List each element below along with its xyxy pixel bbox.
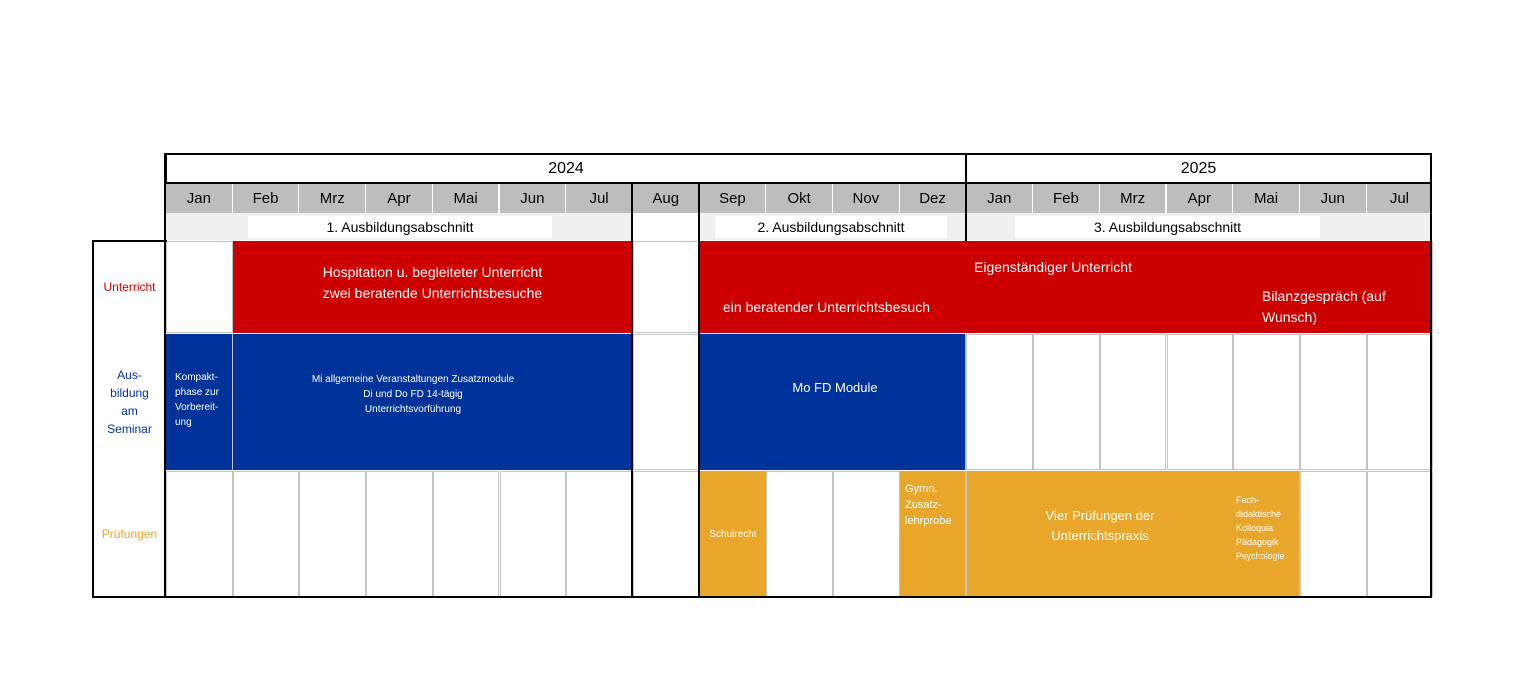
zusatzlehrprobe-block: [900, 471, 965, 597]
row-label-ausbildung: [94, 334, 165, 470]
row-label-ausbildung-line: am: [121, 404, 138, 418]
grid-cell: [299, 471, 366, 597]
grid-cell: [500, 471, 567, 597]
month-header: Jul: [566, 184, 633, 213]
grid-cell: [366, 471, 433, 597]
kolloquia-line: didaktische: [1236, 509, 1282, 519]
seminar-main-text: [233, 372, 593, 417]
month-header: Jun: [500, 184, 567, 213]
month-header: Aug: [633, 184, 700, 213]
month-header: Apr: [1167, 184, 1234, 213]
grid-cell: [433, 471, 500, 597]
month-header: Feb: [1033, 184, 1100, 213]
month-header: Mai: [433, 184, 500, 213]
phase-label-3: 3. Ausbildungsabschnitt: [1015, 216, 1320, 238]
grid-cell: [166, 471, 233, 597]
grid-cell: [966, 334, 1033, 470]
grid-cell: [1300, 471, 1367, 597]
phase-label-1: 1. Ausbildungsabschnitt: [248, 216, 552, 238]
grid-cell: [1300, 334, 1367, 470]
zusatzlehrprobe-text: [905, 481, 951, 529]
grid-cell: [633, 334, 700, 470]
grid-cell: [1100, 334, 1167, 470]
kolloquia-line: Psychologie: [1236, 551, 1285, 561]
month-header: Jun: [1300, 184, 1367, 213]
vier-pruefungen-block: [967, 471, 1233, 597]
row-label-pruefungen: Prüfungen: [101, 527, 158, 541]
border-left: [92, 240, 94, 598]
kompaktphase-line: Kompakt-: [175, 372, 218, 383]
grid-cell: [633, 241, 700, 333]
bilanzgespraech-line: Bilanzgespräch (auf: [1262, 288, 1386, 304]
grid-cell: [633, 471, 700, 597]
row-label-unterricht: Unterricht: [103, 280, 156, 294]
kolloquia-block: [1233, 471, 1299, 597]
seminar-main-line: Mi allgemeine Veranstaltungen Zusatzmodule: [311, 374, 515, 385]
grid-cell: [166, 241, 233, 333]
row-label-ausbildung-line: bildung: [110, 386, 149, 400]
hospitation-line: zwei beratende Unterrichtsbesuche: [322, 285, 543, 301]
bilanzgespraech-label: [1262, 286, 1432, 328]
divider-jul-aug: [631, 184, 633, 598]
divider-year: [965, 153, 967, 241]
seminar-main-line: Di und Do FD 14-tägig: [363, 389, 463, 400]
beratender-besuch-label: ein beratender Unterrichtsbesuch: [723, 299, 931, 315]
grid-cell: [1167, 334, 1234, 470]
border-right: [1430, 153, 1432, 598]
year-2024-header: 2024: [165, 153, 967, 184]
seminar-main-block: [233, 334, 632, 470]
row-label-ausbildung-line: Seminar: [107, 422, 152, 436]
grid-cell: [1367, 334, 1434, 470]
month-header: Sep: [700, 184, 767, 213]
kolloquia-text: [1236, 493, 1285, 563]
kompaktphase-block: [166, 334, 232, 470]
fd-module-label: Mo FD Module: [792, 380, 878, 395]
bilanzgespraech-line: Wunsch): [1262, 309, 1317, 325]
vier-pruefungen-line: Vier Prüfungen der: [1045, 508, 1155, 523]
schulrecht-block: Schulrecht: [700, 471, 766, 597]
grid-cell: [1033, 334, 1100, 470]
month-header: Dez: [900, 184, 967, 213]
zusatzlehrprobe-line: Zusatz-: [905, 499, 942, 511]
month-header: Mrz: [1100, 184, 1167, 213]
grid-cell: [833, 471, 900, 597]
kompaktphase-line: Vorbereit-: [175, 402, 219, 413]
hospitation-block: [233, 241, 632, 333]
divider-aug-sep: [698, 184, 700, 598]
zusatzlehrprobe-line: lehrprobe: [905, 515, 952, 527]
vier-pruefungen-line: Unterrichtspraxis: [1051, 528, 1149, 543]
month-header: Jul: [1367, 184, 1434, 213]
seminar-main-line: Unterrichtsvorführung: [364, 404, 462, 415]
border-bottom: [92, 596, 1432, 598]
month-header: Jan: [166, 184, 233, 213]
grid-cell: [233, 471, 300, 597]
zusatzlehrprobe-line: Gymn.: [905, 483, 938, 495]
grid-cell: [766, 471, 833, 597]
month-header: Mai: [1233, 184, 1300, 213]
phase-label-2: 2. Ausbildungsabschnitt: [715, 216, 947, 238]
month-header: Jan: [966, 184, 1033, 213]
grid-cell: [1233, 334, 1300, 470]
row-label-ausbildung-line: Aus-: [117, 368, 142, 382]
fd-module-block: [700, 334, 965, 470]
eigenstaendiger-unterricht-block: [700, 241, 1431, 333]
kolloquia-line: Fach-: [1236, 495, 1260, 505]
month-header: Mrz: [299, 184, 366, 213]
kolloquia-line: Kolloquia: [1236, 523, 1274, 533]
grid-cell: [1367, 471, 1434, 597]
kolloquia-line: Pädagogik: [1236, 537, 1279, 547]
year-2025-header: 2025: [965, 153, 1432, 184]
month-header: Apr: [366, 184, 433, 213]
month-header: Nov: [833, 184, 900, 213]
eigenstaendig-label: Eigenständiger Unterricht: [974, 259, 1132, 275]
divider-labels: [164, 153, 166, 598]
kompaktphase-line: ung: [175, 417, 192, 428]
hospitation-line: Hospitation u. begleiteter Unterricht: [322, 264, 543, 280]
kompaktphase-line: phase zur: [175, 387, 219, 398]
grid-cell: [566, 471, 633, 597]
month-header: Feb: [233, 184, 300, 213]
border-top-left: [92, 240, 167, 242]
kompaktphase-text: [175, 370, 219, 430]
month-header: Okt: [766, 184, 833, 213]
